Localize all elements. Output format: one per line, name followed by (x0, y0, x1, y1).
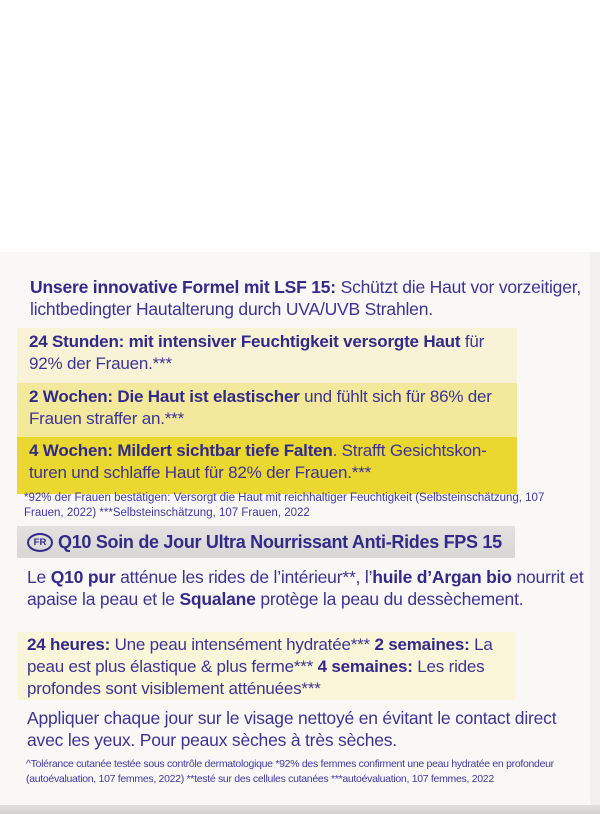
fr-header (17, 526, 515, 558)
blank-area (0, 0, 600, 252)
de-claim-24h (17, 328, 517, 384)
de-footnote: *92% der Frauen bestätigen: Versorgt die Haut mit reichhaltiger Feuchtigkeit (Selbsteinschätzung, 107 Frauen, 2022) ***Selbsteinschätzung, 107 Frauen, 2022 (24, 492, 545, 519)
de-intro-text: Schützt die Haut vor vorzeitiger, lichtbedingter Hautalterung durch UVA/UVB Strahlen. (30, 277, 582, 319)
text: Les rides profondes sont visiblement atténuées*** (27, 657, 485, 698)
fr-claims (17, 632, 515, 700)
text: Une peau intensément hydratée*** (110, 635, 375, 654)
de-intro-bold: Unsere innovative Formel mit LSF 15: (30, 277, 336, 297)
bold: 2 semaines: (374, 635, 470, 654)
fr-footnote: ^Tolérance cutanée testée sous contrôle dermatologique *92% des femmes confirment une peau hydratée en profondeur (autoévaluation, 107 femmes, 2022) **testé sur des cellules cutanées ***autoévaluation, 107 femmes, 2022 (26, 758, 554, 785)
de-intro (30, 276, 590, 320)
bold: 4 semaines: (317, 657, 413, 676)
fr-body (27, 566, 587, 610)
text: nourrit et apaise la peau et le (27, 567, 584, 609)
fr-title: Q10 Soin de Jour Ultra Nourrissant Anti-Rides FPS 15 (58, 531, 502, 552)
bottom-shadow (0, 805, 600, 814)
text: Le (27, 567, 51, 587)
claim-text: für 92% der Frauen.*** (29, 332, 485, 373)
claim-bold: 4 Wochen: Mildert sichtbar tiefe Falten (29, 441, 333, 460)
fr-application: Appliquer chaque jour sur le visage nettoyé en évitant le contact direct avec les yeux. Pour peaux sèches à très sèches. (27, 708, 557, 750)
de-claim-2w (17, 383, 517, 439)
claim-text: . Strafft Gesichtskon-turen und schlaffe Haut für 82% der Frauen.*** (29, 441, 487, 482)
bold-argan: huile d’Argan bio (372, 567, 512, 587)
claim-bold: 2 Wochen: Die Haut ist elastischer (29, 387, 300, 406)
fr-language-icon: FR (27, 533, 53, 552)
bold: 24 heures: (27, 635, 111, 654)
panel-edge (590, 252, 600, 805)
claim-text: und fühlt sich für 86% der Frauen straffer an.*** (29, 387, 492, 428)
bold-q10: Q10 pur (50, 567, 116, 587)
de-claim-4w (17, 437, 517, 494)
text: protège la peau du dessèchement. (255, 589, 524, 609)
text: La peau est plus élastique & plus ferme*** (27, 635, 493, 676)
text: atténue les rides de l’intérieur**, l’ (115, 567, 373, 587)
bold-squalane: Squalane (179, 589, 256, 609)
claim-bold: 24 Stunden: mit intensiver Feuchtigkeit versorgte Haut (29, 332, 461, 351)
